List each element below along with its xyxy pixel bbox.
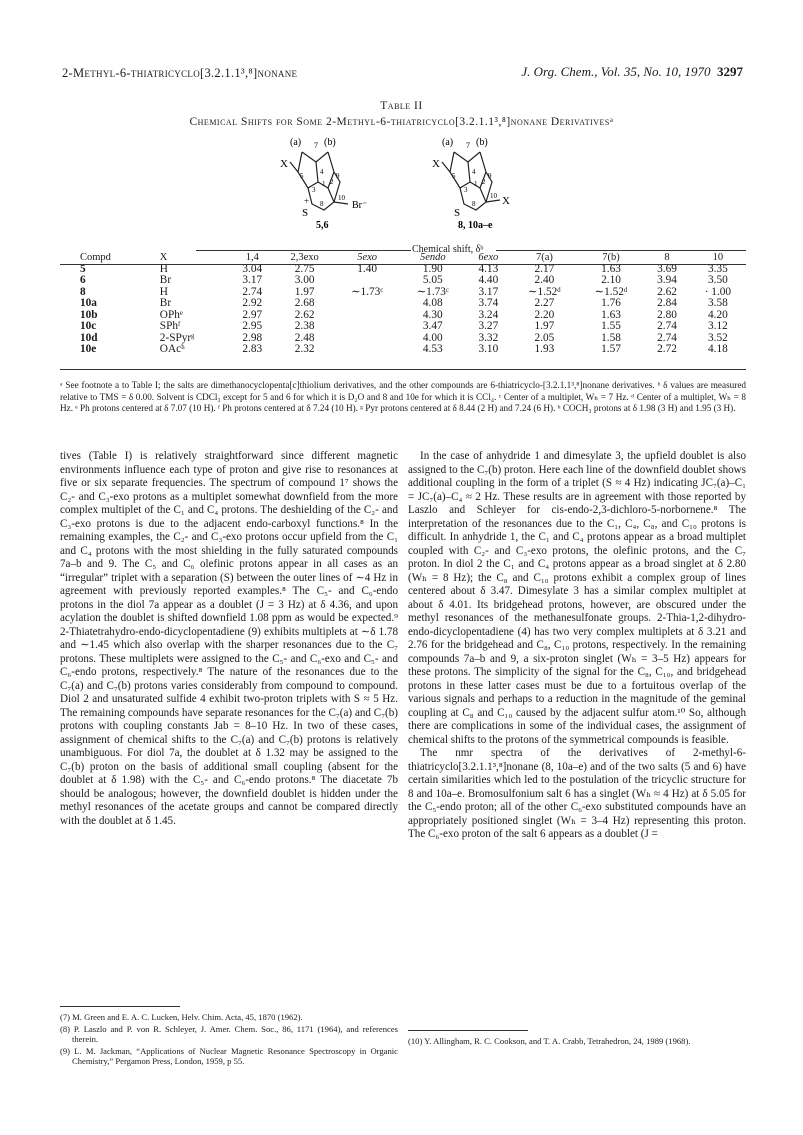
running-header-journal <box>521 64 743 80</box>
table-cell: 1.63 <box>601 262 621 275</box>
label-1: 1 <box>322 180 326 188</box>
table-cell: 1.76 <box>601 297 621 309</box>
table-cell: 1.97 <box>534 320 555 332</box>
table-cell: 4.18 <box>707 343 728 355</box>
table-cell: 3.74 <box>478 297 499 309</box>
table-cell: 2.38 <box>294 320 315 332</box>
right-column <box>408 450 746 842</box>
col-header: 5exo <box>357 252 378 263</box>
col-header: 7(b) <box>602 252 620 263</box>
table-cell: 8 <box>80 285 86 298</box>
label-9: 9 <box>336 172 340 180</box>
table-body <box>60 264 746 356</box>
running-header-title: 2-Methyl-6-thiatricyclo[3.2.1.1³,⁸]nonane <box>62 66 298 80</box>
table-cell: 1.97 <box>294 285 315 298</box>
table-number: Table II <box>380 100 423 112</box>
table-cell: 1.93 <box>534 343 555 355</box>
table-cell: 2.17 <box>534 262 555 275</box>
table-cell: 2.10 <box>601 274 621 286</box>
col-header: 8 <box>664 252 670 263</box>
table-cell: 3.47 <box>422 320 443 332</box>
left-column <box>60 450 398 828</box>
label-4: 4 <box>472 168 476 176</box>
table-cell: 4.53 <box>422 343 443 355</box>
table-cell: ∼1.52ᵈ <box>528 285 561 298</box>
table-cell: H <box>159 262 168 275</box>
table-cell: Br <box>159 297 172 309</box>
label-5: 5 <box>300 172 304 180</box>
table-cell: 2.68 <box>294 297 315 309</box>
label-3: 3 <box>464 186 468 194</box>
table-cell: 2.05 <box>534 331 555 344</box>
label-4: 4 <box>320 168 324 176</box>
table-cell: 2.98 <box>242 331 263 344</box>
table-cell: 4.00 <box>422 331 443 344</box>
table-cell: 10c <box>80 320 97 332</box>
footnote-rule-right <box>408 1030 528 1031</box>
label-a: (a) <box>442 137 454 148</box>
table-cell: 5.05 <box>422 274 443 286</box>
table-cell: 3.17 <box>478 285 499 298</box>
reference: (8) P. Laszlo and P. von R. Schleyer, J. Amer. Chem. Soc., 86, 1171 (1964), and references therein. <box>60 1023 398 1045</box>
journal-citation: J. Org. Chem., Vol. 35, No. 10, 1970 <box>521 64 711 79</box>
label-2: 2 <box>482 178 486 186</box>
label-10: 10 <box>338 194 345 202</box>
footnote-rule-left <box>60 1006 180 1007</box>
table-cell: 2.27 <box>534 297 555 309</box>
reference: (7) M. Green and E. A. C. Lucken, Helv. Chim. Acta, 45, 1870 (1962). <box>60 1012 303 1022</box>
label-2: 2 <box>330 178 334 186</box>
table-cell: 4.20 <box>707 308 728 321</box>
table-cell: 2.80 <box>657 308 677 321</box>
label-1: 1 <box>474 180 478 188</box>
paragraph: The nmr spectra of the derivatives of 2-methyl-6-thiatricyclo[3.2.1.1³,⁸]nonane (8, 10a–e) and of the two salts (5 and 6) have certain similarities which led to the postulation of the tricyclic structure for 8 and 10a–e. Bromosulfonium salt 6 has a singlet (Wₕ ≈ 4 Hz) at δ 5.05 for the C₅-endo proton; all of the other C₆-exo substituted compounds have an appropriately positioned singlet (Wₕ = 3–4 Hz) representing this proton. The C₆-exo proton of the salt 6 appears as a doublet (J = <box>408 747 746 840</box>
table-footnote: ᵃ See footnote a to Table I; the salts are dimethanocyclopenta[c]thiolium derivatives, and the other compounds are 6-thiatricyclo-[3.2.1.1³,⁸]nonane derivatives. ᵇ δ values are measured relative to TMS = δ 0.00. Solvent is CDCl₃ except for 5 and 6 for which it is D₂O and 8 and 10e for which it is CCl₄. ᶜ Center of a multiplet, Wₕ = 7 Hz. ᵈ Center of a multiplet, Wₕ = 8 Hz. ᵉ Ph protons centered at δ 7.07 (10 H). ᶠ Ph protons centered at δ 7.24 (10 H). ᵍ Pyr protons centered at δ 8.44 (2 H) and 7.24 (6 H). ʰ COCH₃ protons at δ 1.98 (3 H) and 1.95 (3 H). <box>60 380 746 413</box>
table-cell: 2-SPyrᵍ <box>159 331 195 344</box>
table-row <box>60 344 746 356</box>
table-cell: 10b <box>80 308 98 321</box>
table-cell: 3.58 <box>707 297 728 309</box>
table-cell: 2.74 <box>242 285 263 298</box>
col-header: 2,3exo <box>290 252 319 263</box>
table-cell: 3.04 <box>242 262 263 275</box>
table-cell <box>334 298 400 310</box>
references-right <box>408 1036 746 1048</box>
table-cell: 3.24 <box>478 308 499 321</box>
table-cell: 1.58 <box>601 331 621 344</box>
table-cell: 3.69 <box>657 262 677 275</box>
table-cell: 2.84 <box>657 297 677 309</box>
col-header: X <box>159 252 168 263</box>
label-3: 3 <box>312 186 316 194</box>
table-cell: 4.13 <box>478 262 499 275</box>
table-cell: 2.74 <box>657 331 677 344</box>
table-cell: 3.35 <box>707 262 728 275</box>
table-cell: 3.00 <box>294 274 315 286</box>
table-cell: · 1.00 <box>704 285 732 298</box>
table-cell: 2.74 <box>657 320 677 332</box>
label-s: S <box>454 207 461 219</box>
table-cell: 10d <box>80 331 98 344</box>
table-cell: 1.90 <box>422 262 443 275</box>
table-cell: ∼1.73ᶜ <box>351 285 384 298</box>
label-x: X <box>432 158 440 170</box>
table-title: Chemical Shifts for Some 2-Methyl-6-thiatricyclo[3.2.1.1³,⁸]nonane Derivativesᵃ <box>189 116 614 128</box>
reference: (10) Y. Allingham, R. C. Cookson, and T. A. Crabb, Tetrahedron, 24, 1989 (1968). <box>408 1036 691 1046</box>
table-row <box>60 321 746 333</box>
table-cell: 4.08 <box>422 297 443 309</box>
table-cell: 2.97 <box>242 308 263 321</box>
table-cell: 3.52 <box>707 331 728 344</box>
col-header: 7(a) <box>535 252 553 263</box>
table-cell: ∼1.52ᵈ <box>594 285 628 298</box>
col-header: 10 <box>712 252 724 263</box>
reference: (9) L. M. Jackman, “Applications of Nuclear Magnetic Resonance Spectroscopy in Organic Chemistry,” Pergamon Press, London, 1959, p 55. <box>60 1045 398 1067</box>
header-rule <box>60 264 746 265</box>
table-cell: 1.57 <box>601 343 621 355</box>
spanner-rule-left <box>196 250 411 251</box>
table-cell: 2.75 <box>294 262 315 275</box>
label-7: 7 <box>314 141 318 150</box>
paragraph: In the case of anhydride 1 and dimesylate 3, the upfield doublet is also assigned to the C₇(b) proton. Here each line of the downfield doublet shows additional coupling in the form of a triplet (S ≈ 4 Hz) indicating JC₇(a)–C₁ = JC₇(a)–C₄ ≈ 2 Hz. These results are in agreement with those reported by Laszlo and Schleyer for cis-endo-2,3-dichloro-5-norbornene.⁸ The interpretation of the resonances due to the C₁, C₄, C₈, and C₁₀ protons is difficult. In anhydride 1, the C₁ and C₄ protons appear as a broad multiplet coupled with C₂- and C₃-exo protons, the olefinic protons, and the C₇ proton. In diol 2 the C₁ and C₄ protons appear as a broad singlet at δ 2.80 (Wₕ = 8 Hz); the C₈ and C₁₀ protons exhibit a complex group of lines centered about δ 3.47. Dimesylate 3 has a similar complex multiplet at about δ 4.01. Its bridgehead protons, however, are obscured under the methyl resonances of the methanesulfonate groups. 2-Thia-1,2-dihydro-endo-dicyclopentadiene (4) has two very complex multiplets at δ 3.21 and 2.76 for the bridgehead and C₈, C₁₀ protons, respectively. In the remaining compounds 7a–b and 9, a six-proton singlet (Wₕ = 3–5 Hz) appears for these protons. The simplicity of the signal for the C₈, C₁₀, and bridgehead protons in these latter cases must be due to a fortuitous overlap of the various signals and perhaps to a reduction in the magnitude of the geminal coupling at C₈ and C₁₀ caused by the adjacent sulfur atom.¹⁰ So, although there are complications in some of the individual cases, the assignment of chemical shifts to the protons of the symmetrical compounds is feasible. <box>408 450 746 746</box>
table-cell: OPhᵉ <box>159 308 183 321</box>
table-cell <box>334 333 400 345</box>
table-cell: SPhᶠ <box>159 320 181 332</box>
table-cell: 3.94 <box>657 274 677 286</box>
bottom-rule <box>60 369 746 370</box>
label-8: 8 <box>472 200 476 208</box>
table-cell: 3.27 <box>478 320 499 332</box>
table-cell: 1.55 <box>601 320 621 332</box>
col-header: 6exo <box>478 252 499 263</box>
table-cell: ∼1.73ᶜ <box>416 285 449 298</box>
table-cell: 2.20 <box>534 308 555 321</box>
table-cell <box>334 344 400 356</box>
table-cell: 2.72 <box>657 343 677 355</box>
label-10: 10 <box>490 192 497 200</box>
table-cell: 10a <box>80 297 97 309</box>
table-cell: 2.62 <box>294 308 315 321</box>
chemical-shift-table <box>60 252 746 356</box>
table-cell: 2.48 <box>294 331 315 344</box>
label-9: 9 <box>488 172 492 180</box>
page-number: 3297 <box>717 64 743 79</box>
table-cell: 2.62 <box>657 285 677 298</box>
table-cell: 2.40 <box>534 274 555 286</box>
table-cell: 3.12 <box>707 320 728 332</box>
paragraph: tives (Table I) is relatively straightforward since different magnetic environments influence each type of proton and give rise to resonances at five or six separate frequencies. The spectrum of compound 1⁷ shows the C₂- and C₃-exo protons as a multiplet somewhat downfield from the more complex multiplet of the C₁ and C₄ protons. The deshielding of the C₂- and C₃-exo protons is due to the adjacent endo-carboxyl functions.⁸ In the remaining examples, the C₂- and C₃-exo protons occur upfield from the C₁ and C₄ protons with the most shielding in the fully saturated compounds 7a–b and 9. The C₅ and C₆ olefinic protons appear in all cases as an “irregular” triplet with a separation (S) between the outer lines of ∼4 Hz in agreement with previously reported examples.⁸ The C₅- and C₆-endo protons in the diol 7a appear as a doublet (J = 3 Hz) at δ 4.36, and upon acylation the doublet is shifted downfield 1.08 ppm as would be expected.⁹ 2-Thiatetrahydro-endo-dicyclopentadiene (9) exhibits multiplets at ∼δ 1.78 and ∼1.45 which also overlap with the sharper resonances due to the C₇ protons. These multiplets were assigned to the C₅- and C₆-exo and C₅- and C₆-endo protons, respectively.⁸ The nature of the resonances due to the C₇(a) and C₇(b) protons varies considerably from compound to compound. Diol 2 and unsaturated sulfide 4 exhibit two-proton triplets with S ≈ 5 Hz. The remaining compounds have separate resonances for the C₇(a) and C₇(b) protons with coupling constants Jab = 8–10 Hz. In two of these cases, assignment of chemical shifts to the C₇(a) and C₇(b) protons is relatively unambiguous. For diol 7a, the doublet at δ 1.32 may be assigned to the C₇(b) proton on the basis of additional small coupling (absent for the doublet at δ 1.98) with the C₅- and C₆-endo protons.⁸ The diacetate 7b should be analogous; however, the downfield doublet is hidden under the methyl resonances of the acetate groups and cannot be compared directly with the doublet at δ 1.45. <box>60 450 398 827</box>
table-cell: 2.95 <box>242 320 263 332</box>
label-s: S <box>302 207 309 219</box>
col-header: Compd <box>80 252 111 263</box>
table-cell: 4.30 <box>422 308 443 321</box>
label-b: (b) <box>324 137 336 148</box>
table-cell: 2.83 <box>242 343 263 355</box>
table-cell: OAcʰ <box>159 343 185 355</box>
table-cell: 5 <box>80 262 86 275</box>
table-cell <box>334 275 400 287</box>
structure-label-5-6: 5,6 <box>316 220 329 230</box>
table-cell: 3.10 <box>478 343 499 355</box>
structure-derivative <box>420 130 570 230</box>
table-row <box>60 298 746 310</box>
label-plus: + <box>304 196 310 206</box>
references-left <box>60 1012 398 1068</box>
table-header-row <box>60 252 746 264</box>
table-cell <box>334 310 400 322</box>
table-cell: 2.32 <box>294 343 315 355</box>
structure-salt <box>268 130 398 230</box>
table-cell: 3.32 <box>478 331 499 344</box>
label-x: X <box>280 158 288 170</box>
table-cell: 1.63 <box>601 308 621 321</box>
table-cell: 4.40 <box>478 274 499 286</box>
table-cell <box>334 321 400 333</box>
table-cell: 3.50 <box>707 274 728 286</box>
label-br: Br⁻ <box>352 200 368 211</box>
table-cell: 1.40 <box>357 262 378 275</box>
label-8: 8 <box>320 200 324 208</box>
col-header: 1,4 <box>245 252 259 263</box>
table-cell: 2.92 <box>242 297 263 309</box>
table-cell: 10e <box>80 343 97 355</box>
table-cell: H <box>159 285 168 298</box>
col-header: 5endo <box>419 252 446 263</box>
label-b: (b) <box>476 137 488 148</box>
label-5: 5 <box>452 172 456 180</box>
table-cell: 3.17 <box>242 274 263 286</box>
structure-label-8-10: 8, 10a–e <box>458 220 493 230</box>
spanner-rule-right <box>496 250 746 251</box>
table-row <box>60 275 746 287</box>
table-cell: 6 <box>80 274 86 286</box>
chemical-shift-header: Chemical shift, δᵇ <box>412 244 484 255</box>
label-7: 7 <box>466 141 470 150</box>
label-a: (a) <box>290 137 302 148</box>
label-x2: X <box>502 195 510 207</box>
table-cell: Br <box>159 274 172 286</box>
